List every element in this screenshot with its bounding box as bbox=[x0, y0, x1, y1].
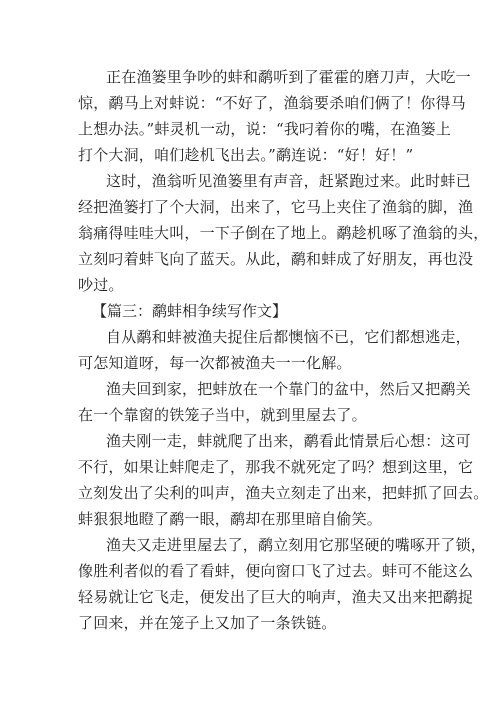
text-line: 上想办法。”蚌灵机一动，说：“我叼着你的嘴，在渔篓上 bbox=[78, 120, 452, 138]
text-line: 在一个靠窗的铁笼子当中，就到里屋去了。 bbox=[78, 406, 367, 424]
paragraph-3 bbox=[78, 324, 471, 376]
text-line: 吵过。 bbox=[78, 276, 124, 294]
text-line: 翁痛得哇哇大叫，一下子倒在了地上。鹬趁机啄了渔翁的头， bbox=[78, 224, 489, 242]
text-line: 立刻发出了尖利的叫声，渔夫立刻走了出来，把蚌抓了回去。 bbox=[78, 484, 489, 502]
paragraph-1 bbox=[78, 64, 471, 168]
text-line: 像胜利者似的看了看蚌，便向窗口飞了过去。蚌可不能这么 bbox=[78, 562, 474, 580]
text-line: 打个大洞，咱们趁机飞出去。”鹬连说：“好！好！” bbox=[78, 146, 414, 164]
text-line: 惊，鹬马上对蚌说：“不好了，渔翁要杀咱们俩了！你得马 bbox=[78, 94, 466, 112]
paragraph-2 bbox=[78, 168, 489, 298]
text-line: 不行，如果让蚌爬走了，那我不就死定了吗？想到这里，它 bbox=[78, 458, 474, 476]
paragraph-5 bbox=[78, 428, 489, 532]
text-line: 蚌狠狠地瞪了鹬一眼，鹬却在那里暗自偷笑。 bbox=[78, 510, 383, 528]
text-line: 这时，渔翁听见渔篓里有声音，赶紧跑过来。此时蚌已 bbox=[106, 172, 471, 190]
text-line: 渔夫刚一走，蚌就爬了出来，鹬看此情景后心想：这可 bbox=[106, 432, 471, 450]
text-line: 正在渔篓里争吵的蚌和鹬听到了霍霍的磨刀声，大吃一 bbox=[106, 68, 471, 86]
text-line: 可怎知道呀，每一次都被渔夫一一化解。 bbox=[78, 354, 352, 372]
section-heading: 【篇三：鹬蚌相争续写作文】 bbox=[92, 302, 288, 320]
text-line: 了回来，并在笼子上又加了一条铁链。 bbox=[78, 614, 337, 632]
text-line: 立刻叼着蚌飞向了蓝天。从此，鹬和蚌成了好朋友，再也没 bbox=[78, 250, 474, 268]
paragraph-4 bbox=[78, 376, 471, 428]
text-line: 自从鹬和蚌被渔夫捉住后都懊恼不已，它们都想逃走， bbox=[106, 328, 471, 346]
text-line: 渔夫又走进里屋去了，鹬立刻用它那坚硬的嘴啄开了锁， bbox=[106, 536, 487, 554]
text-line: 渔夫回到家，把蚌放在一个靠门的盆中，然后又把鹬关 bbox=[106, 380, 471, 398]
text-line: 经把渔篓打了个大洞，出来了，它马上夹住了渔翁的脚，渔 bbox=[78, 198, 474, 216]
paragraph-6 bbox=[78, 532, 487, 636]
text-line: 轻易就让它飞走，便发出了巨大的响声，渔夫又出来把鹬捉 bbox=[78, 588, 474, 606]
